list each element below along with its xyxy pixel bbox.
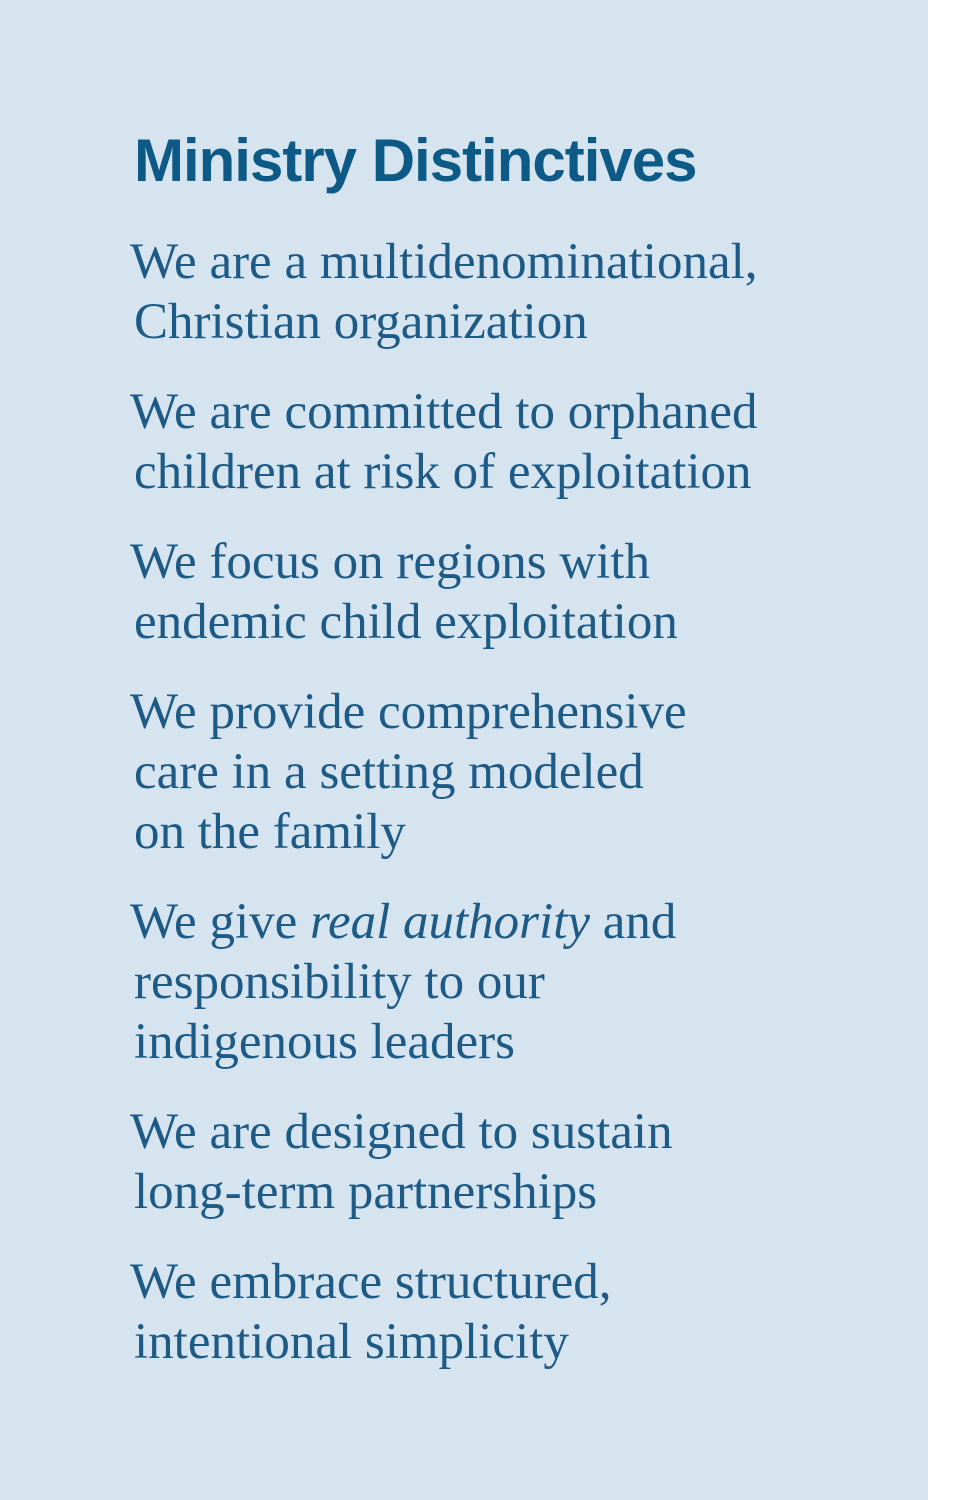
distinctive-line: We embrace structured,	[130, 1254, 612, 1310]
distinctive-line: We focus on regions with	[130, 534, 650, 590]
distinctive-text: We give	[130, 894, 310, 950]
distinctive-line: We are designed to sustain	[130, 1104, 673, 1160]
distinctive-line: We provide comprehensive	[130, 684, 687, 740]
distinctive-item-partnerships	[130, 1102, 673, 1222]
distinctive-line: indigenous leaders	[134, 1014, 515, 1070]
distinctive-item-comprehensive-care	[130, 682, 687, 862]
distinctive-line: care in a setting modeled	[134, 744, 644, 800]
distinctive-line: We are committed to orphaned	[130, 384, 758, 440]
distinctive-item-multidenominational	[130, 232, 758, 352]
distinctive-item-regions	[130, 532, 678, 652]
distinctive-line: endemic child exploitation	[134, 594, 678, 650]
distinctive-item-orphaned-children	[130, 382, 758, 502]
distinctive-line: on the family	[134, 804, 406, 860]
emphasis-text: real authority	[310, 894, 591, 950]
distinctive-text: and	[590, 894, 677, 950]
distinctive-line	[130, 892, 676, 952]
distinctive-line: long-term partnerships	[134, 1164, 598, 1220]
distinctive-item-real-authority	[130, 892, 676, 1072]
distinctive-line: intentional simplicity	[134, 1314, 569, 1370]
distinctive-item-simplicity	[130, 1252, 612, 1372]
distinctive-line: responsibility to our	[134, 954, 545, 1010]
distinctive-line: Christian organization	[134, 294, 588, 350]
distinctive-line: children at risk of exploitation	[134, 444, 752, 500]
distinctive-line: We are a multidenominational,	[130, 234, 758, 290]
page-title: Ministry Distinctives	[134, 127, 697, 194]
